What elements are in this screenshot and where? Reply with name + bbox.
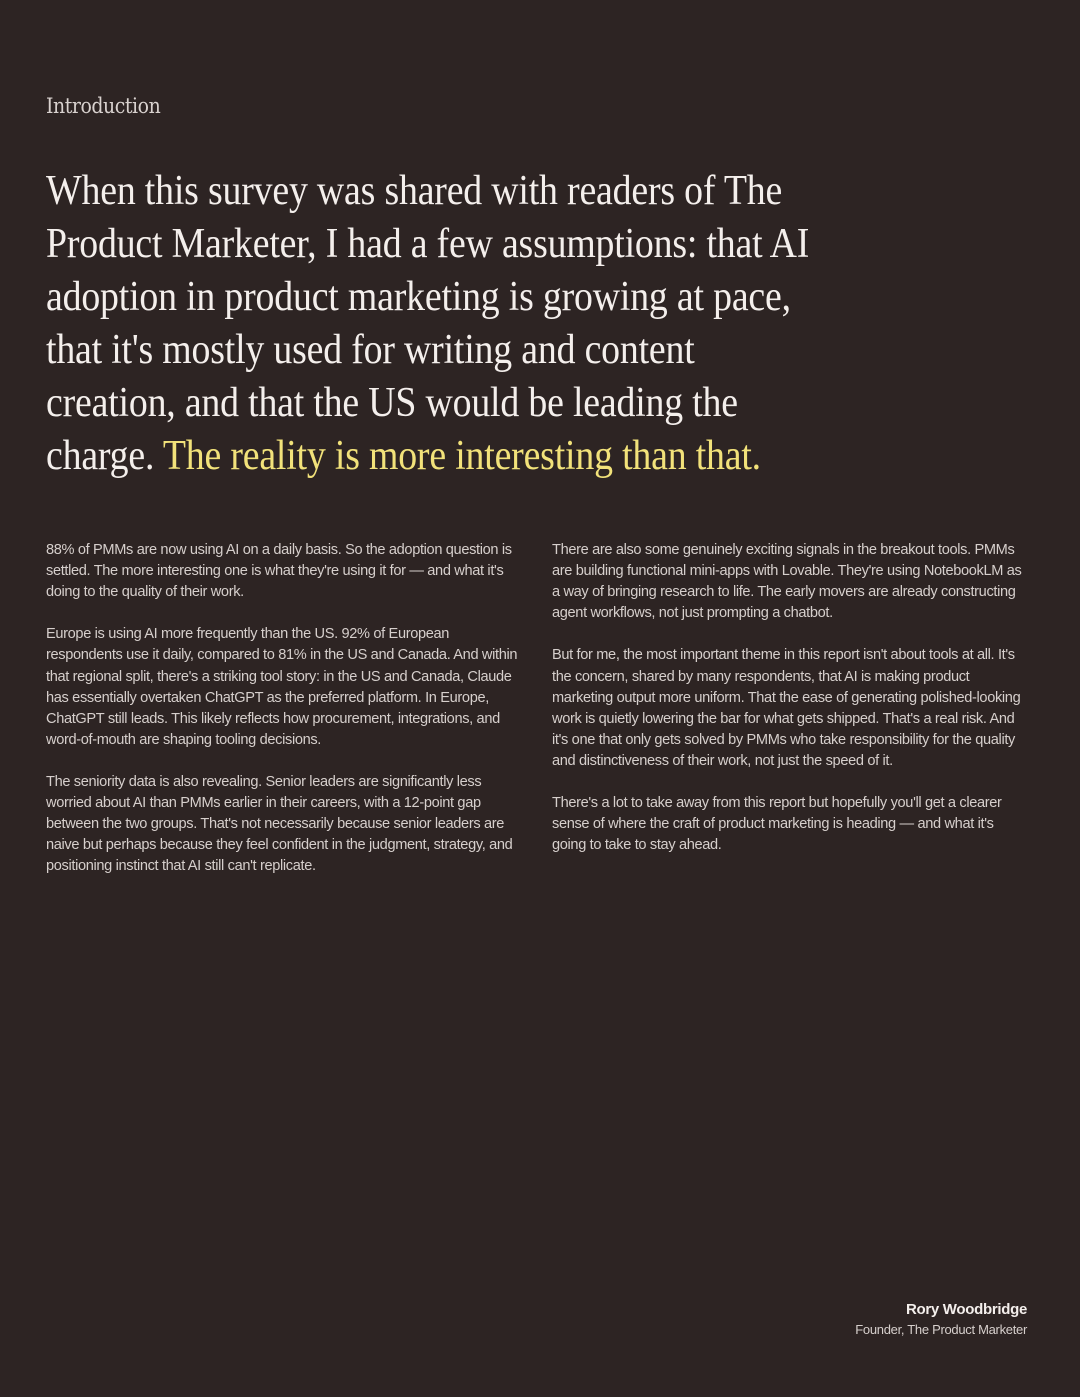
- body-paragraph: Europe is using AI more frequently than the US. 92% of European respondents use it daily, compared to 81% in the US and Canada. And within that regional split, there's a striking tool story: in the US and Canada, Claude has essentially overtaken ChatGPT as the preferred platform. In Europe, ChatGPT still leads. This likely reflects how procurement, integrations, and word-of-mouth are shaping tooling decisions.: [46, 626, 518, 748]
- headline-main: When this survey was shared with readers of The Product Marketer, I had a few assumptions: that AI adoption in product marketing is growing at pace, that it's mostly used for writing and content creation, and that the US would be leading the charge.: [46, 168, 810, 479]
- body-paragraph: But for me, the most important theme in this report isn't about tools at all. It's the concern, shared by many respondents, that AI is making product marketing output more uniform. That the ease of generating polished-looking work is quietly lowering the bar for what gets shipped. That's a real risk. And it's one that only gets solved by PMMs who take responsibility for the quality and distinctiveness of their work, not just the speed of it.: [552, 647, 1021, 769]
- body-paragraph: The seniority data is also revealing. Senior leaders are significantly less worried about AI than PMMs earlier in their careers, with a 12-point gap between the two groups. That's not necessarily because senior leaders are naive but perhaps because they feel confident in the judgment, strategy, and positioning instinct that AI still can't replicate.: [46, 774, 513, 875]
- body-paragraph: 88% of PMMs are now using AI on a daily basis. So the adoption question is settled. The more interesting one is what they're using it for — and what it's doing to the quality of their work.: [46, 542, 512, 601]
- headline: [46, 165, 820, 483]
- signature: [855, 1300, 1027, 1340]
- author-name: Rory Woodbridge: [905, 1301, 1027, 1318]
- author-role: Founder, The Product Marketer: [855, 1322, 1027, 1337]
- body-paragraph: There's a lot to take away from this report but hopefully you'll get a clearer sense of where the craft of product marketing is heading — and what it's going to take to stay ahead.: [552, 795, 1002, 854]
- section-label: Introduction: [46, 94, 161, 118]
- headline-highlight: The reality is more interesting than that.: [162, 433, 761, 479]
- body-column-left: [46, 540, 524, 899]
- body-paragraph: There are also some genuinely exciting signals in the breakout tools. PMMs are building functional mini-apps with Lovable. They're using NotebookLM as a way of bringing research to life. The early movers are already constructing agent workflows, not just prompting a chatbot.: [552, 542, 1022, 622]
- body-column-right: [552, 540, 1030, 878]
